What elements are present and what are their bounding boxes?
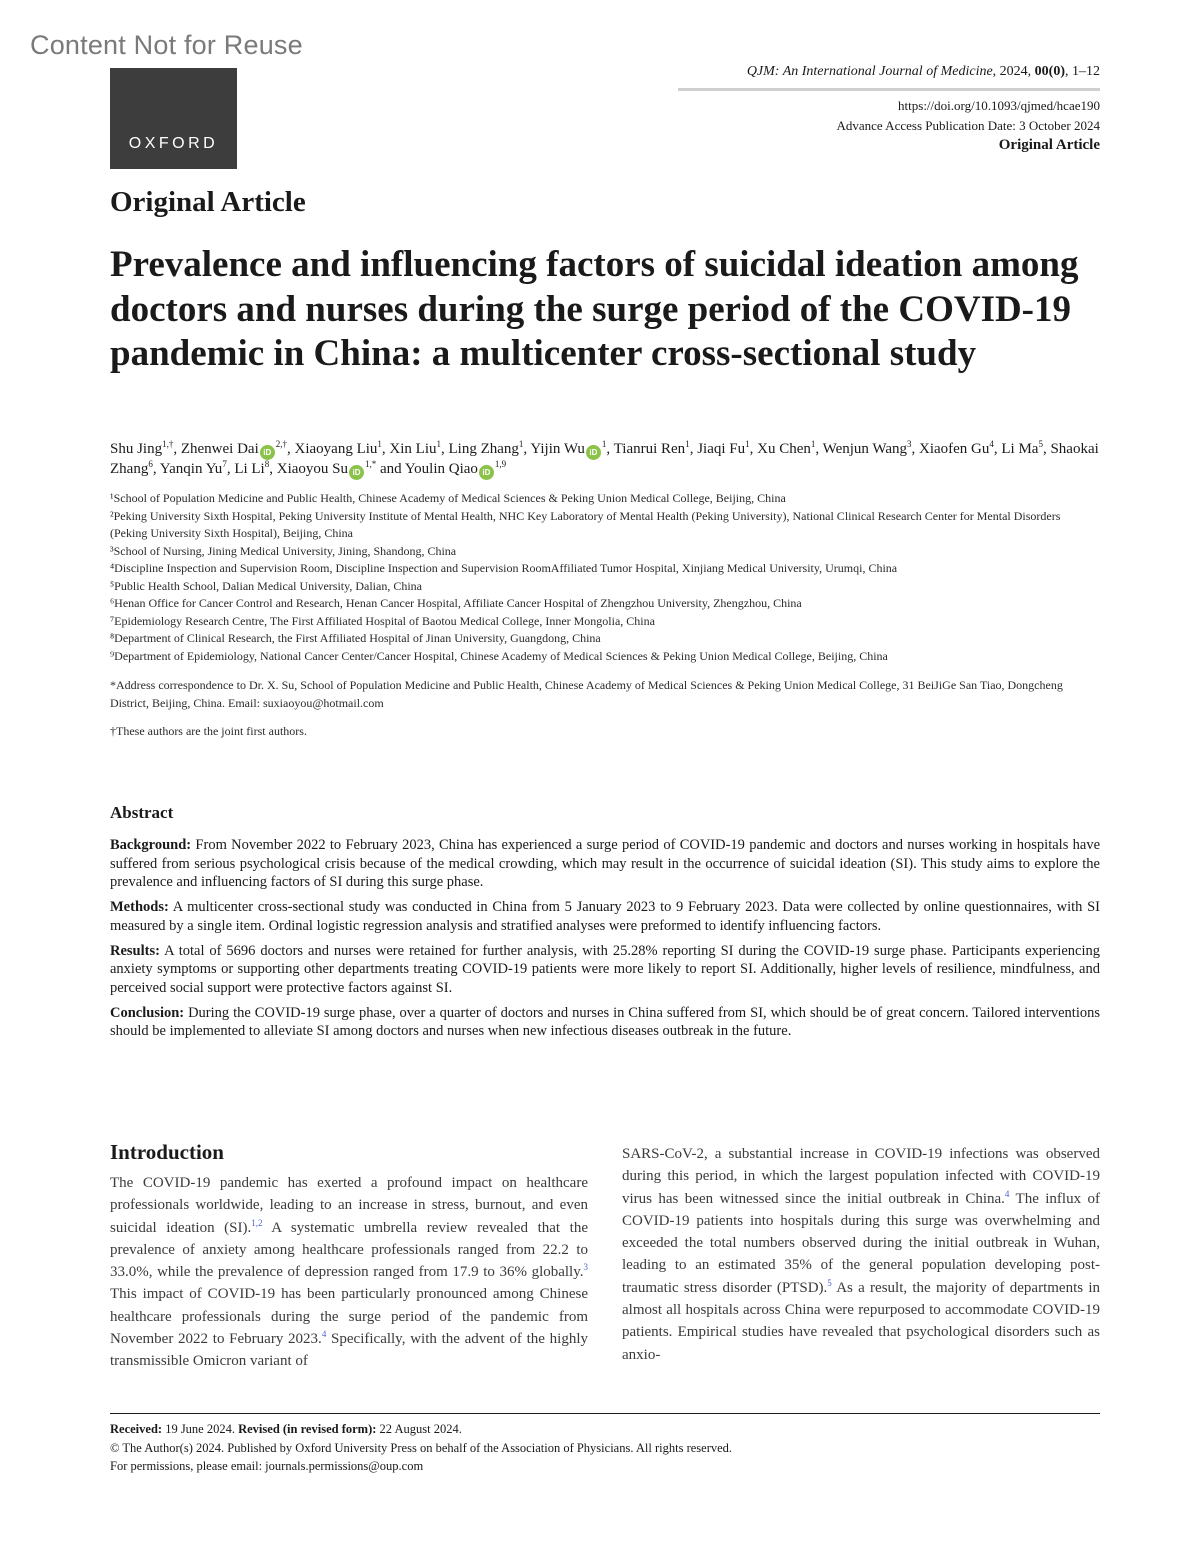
copyright-line: © The Author(s) 2024. Published by Oxford University Press on behalf of the Association of Physicians. All rights reserved.	[110, 1440, 733, 1455]
journal-pages: 1–12	[1072, 64, 1100, 79]
citation-ref[interactable]: 5	[827, 1277, 832, 1288]
author-name: Jiaqi Fu	[697, 441, 746, 457]
orcid-icon[interactable]: iD	[349, 465, 364, 480]
publisher-logo-text: OXFORD	[128, 135, 219, 152]
author-affiliation-marker: 1,*	[364, 459, 377, 469]
author-name: Shaokai Zhang	[110, 441, 1099, 477]
introduction-text: The influx of COVID-19 patients into hospitals during this surge was overwhelming and exceeded the total numbers observed during the initial outbreak in Wuhan, leading to an estimated 35% of the general population developing post-traumatic stress disorder (PTSD).	[622, 1190, 1100, 1296]
author-affiliation-marker: 6	[148, 459, 153, 469]
author-affiliation-marker: 2,†	[275, 439, 287, 449]
dates-line: Received: 19 June 2024. Revised (in revised form): 22 August 2024.	[110, 1422, 462, 1436]
author-affiliation-marker: 1	[685, 439, 690, 449]
journal-citation: QJM: An International Journal of Medicine, 2024, 00(0), 1–12	[746, 64, 1100, 79]
introduction-text: Specifically, with the advent of the highly transmissible Omicron variant of	[110, 1331, 588, 1370]
orcid-icon[interactable]: iD	[479, 465, 494, 480]
journal-year: 2024	[999, 64, 1028, 79]
publisher-logo	[110, 68, 237, 169]
joint-author-note: †These authors are the joint first authors.	[110, 724, 307, 738]
citation-ref[interactable]: 4	[321, 1329, 327, 1340]
author-affiliation-marker: 8	[264, 459, 270, 469]
introduction-heading: Introduction	[110, 1140, 224, 1164]
author-name: Xiaoyang Liu	[294, 441, 378, 457]
author-affiliation-marker: 1	[377, 439, 382, 449]
orcid-icon[interactable]: iD	[260, 445, 275, 460]
author-affiliation-marker: 4	[989, 439, 994, 449]
author-name: Youlin Qiao	[404, 461, 478, 477]
journal-name: QJM: An International Journal of Medicine	[746, 64, 993, 79]
author-affiliation-marker: 3	[906, 439, 912, 449]
article-kicker: Original Article	[110, 186, 306, 218]
article-meta	[836, 96, 1100, 156]
affiliation-list	[110, 490, 1100, 665]
abstract-methods: Methods: A multicenter cross-sectional study was conducted in China from 5 January 2023 to 9 February 2023. Data were collected by online questionnaires, with SI measured by a single item. Ordinal logistic regression analysis and stratified analyses were preformed to identify influencing factors.	[110, 899, 1101, 934]
author-name: Wenjun Wang	[822, 441, 907, 457]
journal-issue: 00(0)	[1034, 64, 1065, 79]
author-name: Xiaofen Gu	[918, 441, 990, 457]
author-name: Zhenwei Dai	[180, 441, 259, 457]
author-name: Ling Zhang	[448, 441, 519, 457]
author-name: Shu Jing	[110, 441, 163, 457]
author-affiliation-marker: 1,9	[494, 459, 507, 469]
author-name: Xu Chen	[757, 441, 811, 457]
author-affiliation-marker: 1	[810, 439, 816, 449]
citation-ref[interactable]: 1,2	[251, 1217, 263, 1228]
affiliation-item: ⁴Discipline Inspection and Supervision Room, Discipline Inspection and Supervision RoomAffiliated Tumor Hospital, Xinjiang Medical University, Urumqi, China	[110, 561, 898, 575]
affiliation-item: ⁵Public Health School, Dalian Medical University, Dalian, China	[110, 578, 423, 593]
introduction-text: The COVID-19 pandemic has exerted a profound impact on healthcare professionals worldwide, leading to an increase in stress, burnout, and even suicidal ideation (SI).	[110, 1175, 588, 1236]
introduction-column-left	[110, 1172, 588, 1373]
article-title: Prevalence and influencing factors of suicidal ideation among doctors and nurses during the surge period of the COVID-19 pandemic in China: a multicenter cross-sectional study	[110, 244, 1079, 374]
correspondence-address: *Address correspondence to Dr. X. Su, School of Population Medicine and Public Health, Chinese Academy of Medical Sciences & Peking Union Medical College, 31 BeiJiGe San Tiao, Dongcheng District, Beijing, China. Email: suxiaoyou@hotmail.com	[110, 678, 1063, 710]
affiliation-item: ¹School of Population Medicine and Public Health, Chinese Academy of Medical Sciences & Peking Union Medical College, Beijing, China	[110, 491, 786, 505]
affiliation-item: ⁸Department of Clinical Research, the First Affiliated Hospital of Jinan University, Guangdong, China	[110, 631, 601, 645]
author-name: Yijin Wu	[530, 441, 585, 457]
footer-rule	[110, 1413, 1100, 1414]
abstract-background: Background: From November 2022 to February 2023, China has experienced a surge period of COVID-19 pandemic and doctors and nurses working in hospitals have suffered from serious psychological crisis because of the medical crowding, which may result in the occurrence of suicidal ideation (SI). This study aims to explore the prevalence and influencing factors of SI during this surge phase.	[110, 837, 1101, 891]
author-name: Xin Liu	[389, 441, 437, 457]
affiliation-item: ⁹Department of Epidemiology, National Cancer Center/Cancer Hospital, Chinese Academy of Medical Sciences & Peking Union Medical College, Beijing, China	[110, 648, 888, 663]
abstract-results: Results: A total of 5696 doctors and nurses were retained for further analysis, with 25.28% reporting SI during the COVID-19 surge phase. Participants experiencing anxiety symptoms or supporting other departments treating COVID-19 patients were more likely to report SI. Additionally, higher levels of resilience, mindfulness, and perceived social support were protective factors against SI.	[110, 942, 1100, 996]
affiliation-item: ²Peking University Sixth Hospital, Peking University Institute of Mental Health, NHC Key Laboratory of Mental Health (Peking University), National Clinical Research Center for Mental Disorders (Peking University Sixth Hospital), Beijing, China	[110, 508, 1061, 540]
affiliation-item: ⁶Henan Office for Cancer Control and Research, Henan Cancer Hospital, Affiliate Cancer Hospital of Zhengzhou University, Zhengzhou, China	[110, 596, 802, 610]
advance-access-date: Advance Access Publication Date: 3 October 2024	[836, 117, 1100, 133]
citation-ref[interactable]: 3	[583, 1262, 588, 1273]
author-affiliation-marker: 1	[745, 439, 750, 449]
introduction-text: A systematic umbrella review revealed that the prevalence of anxiety among healthcare professionals ranged from 22.2 to 33.0%, while the prevalence of depression ranged from 17.9 to 36% globally.	[110, 1219, 588, 1281]
affiliation-item: ³School of Nursing, Jining Medical University, Jining, Shandong, China	[110, 543, 457, 558]
author-name: Li Li	[234, 461, 265, 477]
abstract-conclusion: Conclusion: During the COVID-19 surge phase, over a quarter of doctors and nurses in China suffered from SI, which should be of great concern. Tailored interventions should be implemented to alleviate SI among doctors and nurses when new infectious diseases outbreak in the future.	[110, 1004, 1101, 1040]
introduction-text: This impact of COVID-19 has been particularly pronounced among Chinese healthcare professionals during the surge period of the pandemic from November 2022 to February 2023.	[110, 1286, 588, 1348]
author-name: Xiaoyou Su	[276, 461, 348, 477]
abstract-heading: Abstract	[110, 803, 174, 822]
introduction-column-right	[622, 1143, 1100, 1366]
permissions-line: For permissions, please email: journals.permissions@oup.com	[110, 1459, 424, 1473]
author-affiliation-marker: 1	[436, 439, 441, 449]
orcid-icon[interactable]: iD	[586, 445, 601, 460]
header-rule	[678, 88, 1100, 91]
article-footer	[110, 1420, 1100, 1476]
article-type: Original Article	[998, 137, 1100, 153]
author-affiliation-marker: 1	[518, 439, 524, 449]
author-name: Tianrui Ren	[613, 441, 686, 457]
affiliation-item: ⁷Epidemiology Research Centre, The First Affiliated Hospital of Baotou Medical College, Inner Mongolia, China	[110, 613, 655, 628]
author-affiliation-marker: 7	[222, 459, 227, 469]
watermark: Content Not for Reuse	[30, 30, 303, 60]
author-name: Li Ma	[1001, 441, 1039, 457]
author-affiliation-marker: 5	[1038, 439, 1043, 449]
citation-ref[interactable]: 4	[1004, 1188, 1010, 1199]
introduction-text: SARS-CoV-2, a substantial increase in COVID-19 infections was observed during this period, in which the largest population infected with COVID-19 virus has been witnessed since the initial outbreak in China.	[622, 1146, 1100, 1207]
introduction-text: As a result, the majority of departments in almost all hospitals across China were repurposed to accommodate COVID-19 patients. Empirical studies have revealed that psychological disorders such as anxio-	[622, 1279, 1100, 1363]
abstract-body	[110, 836, 1100, 1047]
author-list: Shu Jing$^{1,\dagger}$, Zhenwei Dai $iD^{2,\dagger}$, Xiaoyang Liu$^1$, Xin Liu$^1$, Ling Zhang$^1$, Yijin Wu $iD^1$, Tianrui Ren$^1$, Jiaqi Fu$^1$, Xu Chen$^1$, Wenjun Wang$^3$, Xiaofen Gu$^4$, Li Ma$^5$, Shaokai Zhang$^6$, Yanqin Yu$^7$, Li Li$^8$, Xiaoyou Su $iD^{1,*}$ and Youlin Qiao iD$^{1,9}$	[110, 440, 1100, 480]
author-affiliation-marker: 1	[601, 439, 607, 449]
author-name: Yanqin Yu	[159, 461, 223, 477]
doi-link[interactable]: https://doi.org/10.1093/qjmed/hcae190	[898, 98, 1100, 113]
author-affiliation-marker: 1,†	[162, 439, 174, 449]
